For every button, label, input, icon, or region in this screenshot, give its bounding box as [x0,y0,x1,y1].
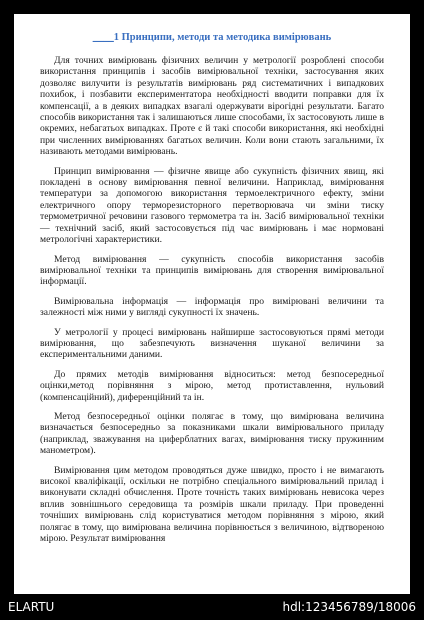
paragraph: Вимірювання цим методом проводяться дуже швидко, просто і не вимагають високої кваліфікації, оскільки не потрібно спеціального вимірювальний прилад і виконувати складні обчислення. Проте точність таких вимірювань невисока через вплив зовнішнього середовища та розмірів шкали приладу. При проведенні точніших вимірювань слід користуватися методом порівняння з мірою, який полягає в тому, що вимірювана величина порівнюється з величиною, відтвореною мірою. Результат вимірювання [40,464,384,545]
title-text: 1 Принципи, методи та методика вимірювань [113,32,332,43]
title-prefix: ____ [92,32,114,43]
document-page [14,14,410,594]
footer-bar [0,594,424,620]
paragraph: Вимірювальна інформація — інформація про вимірювані величини та залежності між ними у вигляді сукупності їх значень. [40,295,384,319]
paragraph: Метод вимірювання — сукупність способів використання засобів вимірювальної техніки та принципів вимірювань для створення вимірювальної інформації. [40,253,384,288]
section-title [40,32,384,43]
paragraph: У метрології у процесі вимірювань найширше застосовуються прямі методи вимірювання, що забезпечують визначення шуканої величини за експериментальними даними. [40,326,384,361]
handle-id: hdl:123456789/18006 [282,600,416,614]
repository-label: ELARTU [8,600,55,614]
paragraph: До прямих методів вимірювання відноситься: метод безпосередньої оцінки,метод порівняння з мірою, метод протиставлення, нульовий (компенсаційний), диференційний та ін. [40,368,384,403]
paragraph: Для точних вимірювань фізичних величин у метрології розроблені способи використання принципів і засобів вимірювальної техніки, застосування яких дозволяє вилучити із результатів вимірювань ряд систематичних і випадкових похибок, і позбавити експериментатора необхідності вводити поправки для їх компенсації, а в деяких випадках взагалі одержувати вірогідні результати. Багато способів використання так і залишаються лише способами, їх застосовують лише в окремих, небагатьох випадках. Проте є й такі способи використання, які необхідні при численних вимірюваннях багатьох величин. Коли вони стають загальними, їх називають методами вимірювань. [40,55,384,158]
paragraph: Метод безпосередньої оцінки полягає в тому, що вимірювана величина визначається безпосередньо за показниками шкали вимірювального приладу (наприклад, зважування на циферблатних вагах, вимірювання тиску пружинним манометром). [40,410,384,457]
paragraph: Принцип вимірювання — фізичне явище або сукупність фізичних явищ, які покладені в основу вимірювання певної величини. Наприклад, вимірювання температури за допомогою використання термоелектричного ефекту, зміни електричного опору терморезисторного перетворювача чи зміни тиску термометричної речовини газового термометра та ін. Засіб вимірювальної техніки — технічний засіб, який застосовується під час вимірювань і має нормовані метрологічні характеристики. [40,165,384,246]
